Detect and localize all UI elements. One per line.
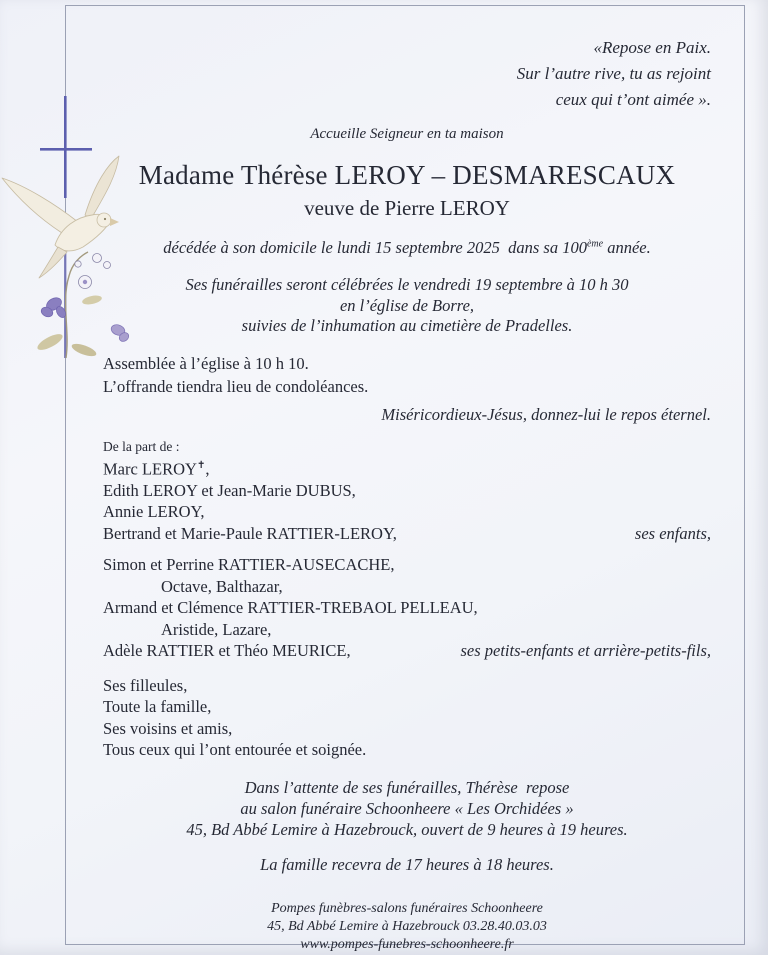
ordinal-superscript: ème: [586, 238, 604, 250]
opening-quote: [103, 35, 711, 113]
card-content: [66, 6, 742, 952]
invocation-line: Accueille Seigneur en ta maison: [310, 126, 504, 142]
quote-line: Sur l’autre rive, tu as rejoint: [516, 64, 711, 83]
prayer-line: Miséricordieux-Jésus, donnez-lui le repos éternel.: [381, 404, 711, 424]
family-member-line: [103, 455, 711, 480]
family-member-line: Edith LEROY et Jean-Marie DUBUS,: [103, 480, 356, 500]
funeral-home-footer: [103, 900, 711, 954]
footer-website: www.pompes-funebres-schoonheere.fr: [300, 936, 514, 952]
family-member-row: [103, 523, 711, 545]
funeral-details: [103, 275, 711, 337]
repose-details: [103, 777, 711, 840]
death-notice-text: décédée à son domicile le lundi 15 septembre 2025 dans sa 100: [163, 238, 587, 257]
repose-line: Dans l’attente de ses funérailles, Thérèse repose: [244, 777, 570, 797]
family-member-line: Simon et Perrine RATTIER-AUSECACHE,: [103, 555, 395, 574]
repose-line: 45, Bd Abbé Lemire à Hazebrouck, ouvert de 9 heures à 19 heures.: [186, 819, 628, 839]
mourner-line: Tous ceux qui l’ont entourée et soignée.: [103, 740, 367, 759]
relation-label: ses enfants,: [634, 523, 711, 543]
quote-line: ceux qui t’ont aimée ».: [555, 90, 711, 109]
family-member-line: Annie LEROY,: [103, 502, 205, 521]
other-mourners-list: [103, 675, 711, 761]
assembly-details: [103, 352, 711, 398]
repose-line: au salon funéraire Schoonheere « Les Orchidées »: [240, 798, 574, 818]
assembly-line: Assemblée à l’église à 10 h 10.: [103, 353, 309, 373]
funeral-line: Ses funérailles seront célébrées le vendredi 19 septembre à 10 h 30: [185, 275, 629, 294]
family-member-line: Adèle RATTIER et Théo MEURICE,: [103, 641, 351, 660]
from-label: De la part de :: [103, 438, 180, 454]
family-member-row: [103, 640, 711, 662]
deceased-cross-mark: ✝: [196, 459, 206, 471]
mourner-line: Ses voisins et amis,: [103, 718, 233, 738]
comma: ,: [205, 459, 210, 478]
family-member-name: Marc LEROY: [103, 459, 197, 478]
deceased-name-title: Madame Thérèse LEROY – DESMARESCAUX: [138, 160, 676, 190]
widow-subtitle: veuve de Pierre LEROY: [304, 196, 510, 220]
grandchildren-list: [103, 554, 711, 662]
quote-line: «Repose en Paix.: [593, 38, 711, 57]
visiting-hours-line: La famille recevra de 17 heures à 18 heures.: [260, 854, 554, 874]
death-notice-line: [103, 238, 711, 258]
family-member-line: Armand et Clémence RATTIER-TREBAOL PELLEAU,: [103, 598, 478, 617]
relation-label: ses petits-enfants et arrière-petits-fils,: [460, 641, 711, 660]
family-member-line: Octave, Balthazar,: [161, 576, 283, 596]
children-list: [103, 455, 711, 545]
death-notice-suffix: année.: [603, 238, 651, 257]
mourner-line: Ses filleules,: [103, 675, 188, 695]
funeral-line: suivies de l’inhumation au cimetière de Pradelles.: [241, 316, 573, 335]
footer-line: 45, Bd Abbé Lemire à Hazebrouck 03.28.40.03.03: [267, 918, 547, 934]
mourner-line: Toute la famille,: [103, 697, 212, 716]
funeral-line: en l’église de Borre,: [339, 295, 475, 315]
footer-line: Pompes funèbres-salons funéraires Schoonheere: [271, 900, 543, 916]
family-member-line: Bertrand et Marie-Paule RATTIER-LEROY,: [103, 523, 397, 543]
family-member-line: Aristide, Lazare,: [161, 619, 272, 639]
assembly-line: L’offrande tiendra lieu de condoléances.: [103, 376, 369, 396]
